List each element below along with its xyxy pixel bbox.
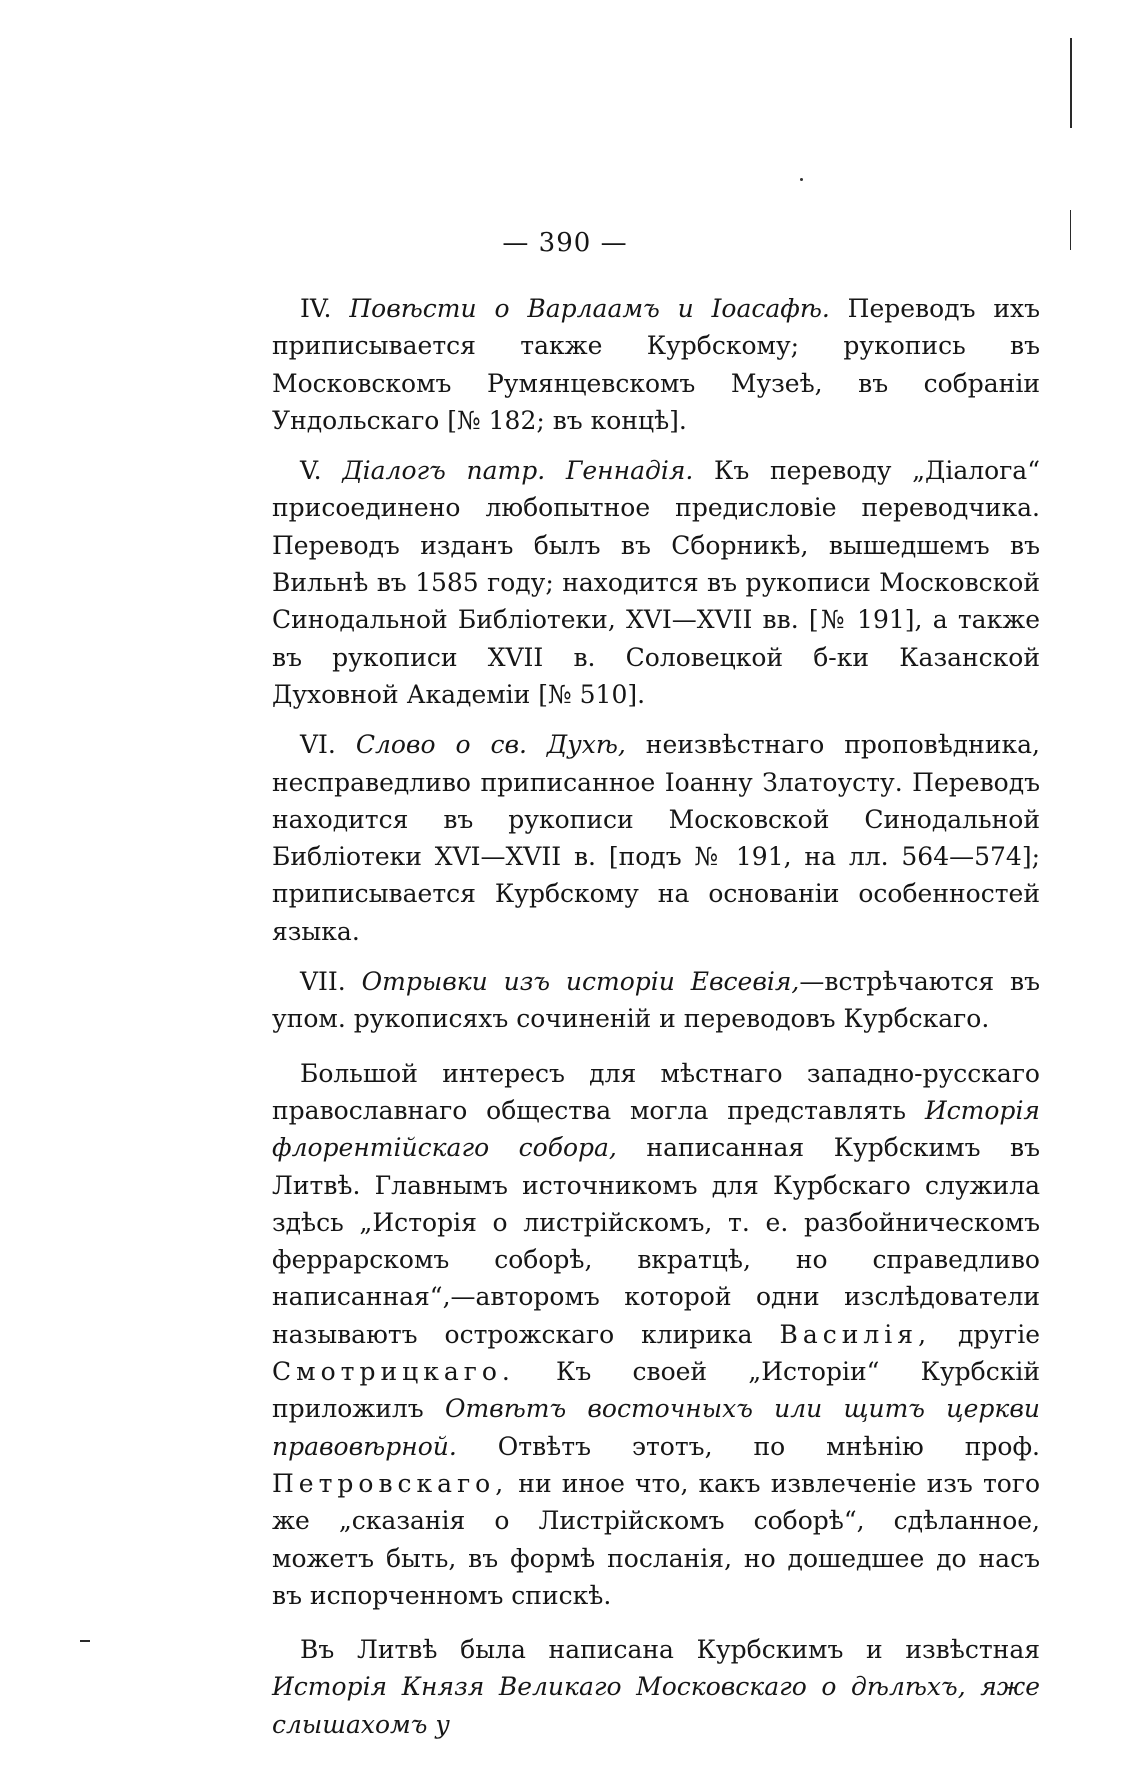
- body-text: [272, 290, 1040, 1743]
- scan-edge-mark: [1070, 38, 1072, 128]
- text-run: другіе: [931, 1319, 1040, 1349]
- text-run: Повѣсти о Варлаамъ и Іоасафѣ.: [349, 294, 830, 323]
- text-run: VI.: [300, 730, 356, 760]
- scan-edge-mark: [80, 1640, 90, 1642]
- text-run: неизвѣстнаго проповѣдника, несправедливо приписанное Іоанну Златоусту. Переводъ находится въ рукописи Московской Синодальной Библіотеки XVI—XVII в. [подъ № 191, на лл. 564—574]; приписывается Курбскому на основаніи особенностей языка.: [272, 730, 1040, 946]
- text-run: Слово о св. Духѣ,: [355, 730, 626, 760]
- text-run: Діалогъ патр. Геннадія.: [342, 456, 694, 486]
- text-run: написанная Курбскимъ въ Литвѣ. Главнымъ источникомъ для Курбскаго служила здѣсь „Исторія о листрійскомъ, т. е. разбойническомъ феррарскомъ соборѣ, вкратцѣ, но справедливо написанная“,—авторомъ которой одни изслѣдователи называютъ острожскаго клирика: [272, 1133, 1040, 1349]
- text-run: —встрѣчаются въ упом. рукописяхъ сочиненій и переводовъ Курбскаго.: [272, 967, 1041, 1034]
- paragraph-v: [272, 452, 1040, 713]
- spaced-name: Василія,: [779, 1319, 932, 1349]
- text-run: Въ Литвѣ была написана Курбскимъ и извѣстная: [300, 1635, 1040, 1665]
- text-run: Отвѣтъ восточныхъ или щитъ церкви правовѣрной.: [272, 1394, 1040, 1461]
- text-run: Отвѣтъ этотъ, по мнѣнію проф.: [456, 1431, 1040, 1461]
- text-run: Исторія флорентійскаго собора,: [272, 1095, 1040, 1163]
- text-run: Большой интересъ для мѣстнаго западно-русскаго православнаго общества могла представлять: [272, 1058, 1040, 1125]
- paragraph-florentine-council: [272, 1055, 1040, 1614]
- paragraph-vii: [272, 963, 1040, 1038]
- text-run: Переводъ ихъ приписывается также Курбскому; рукопись въ Московскомъ Румянцевскомъ Музеѣ, въ собраніи Ундольскаго [№ 182; въ концѣ].: [272, 294, 1040, 435]
- text-run: VII.: [300, 967, 362, 997]
- text-run: Къ своей „Исторіи“ Курбскій приложилъ: [272, 1357, 1040, 1424]
- paragraph-iv: [272, 290, 1040, 439]
- spaced-name: Смотрицкаго.: [272, 1357, 515, 1387]
- text-run: ни иное что, какъ извлеченіе изъ того же „сказанія о Листрійскомъ соборѣ“, сдѣланное, можетъ быть, въ формѣ посланія, но дошедшее до насъ въ испорченномъ спискѣ.: [272, 1468, 1040, 1610]
- paragraph-history-grand-prince: [272, 1631, 1040, 1743]
- text-run: V.: [300, 456, 343, 486]
- spaced-name: Петровскаго,: [272, 1468, 509, 1498]
- paragraph-vi: [272, 726, 1040, 950]
- text-run: Отрывки изъ исторіи Евсевія,: [361, 967, 800, 997]
- text-run: IV.: [300, 294, 350, 323]
- scan-speck: [800, 178, 803, 181]
- page-number: — 390 —: [502, 228, 628, 258]
- text-run: Къ переводу „Діалога“ присоединено любопытное предисловіе переводчика. Переводъ изданъ былъ въ Сборникѣ, вышедшемъ въ Вильнѣ въ 1585 году; находится въ рукописи Московской Синодальной Библіотеки, XVI—XVII вв. [№ 191], а также въ рукописи XVII в. Соловецкой б-ки Казанской Духовной Академіи [№ 510].: [272, 456, 1040, 709]
- text-run: Исторія Князя Великаго Московскаго о дѣлѣхъ, яже слышахомъ у: [272, 1672, 1040, 1739]
